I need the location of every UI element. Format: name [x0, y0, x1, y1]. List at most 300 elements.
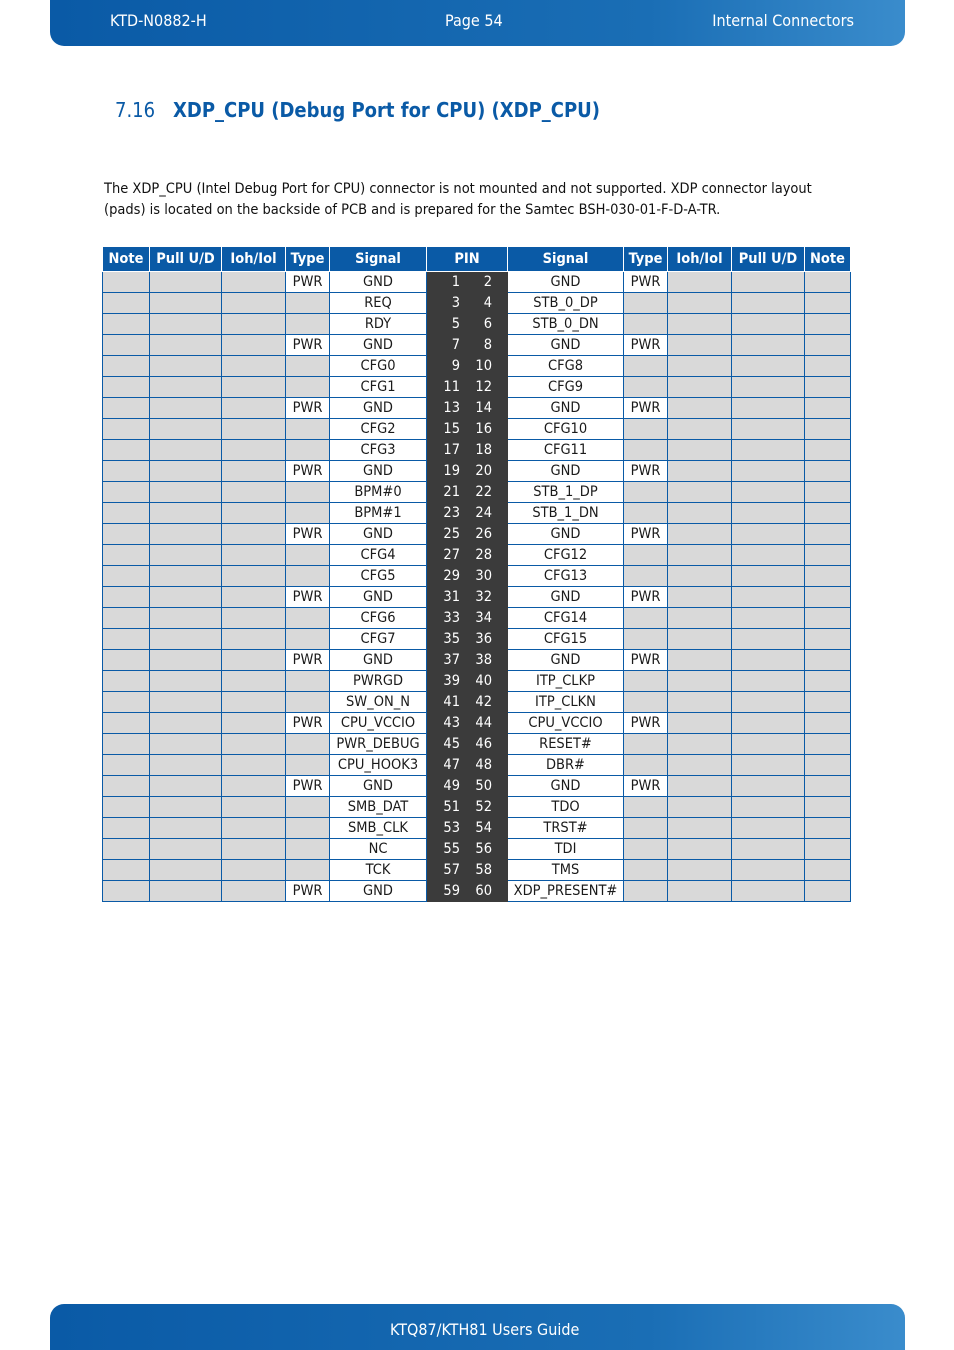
pull-right-cell	[732, 461, 805, 482]
pin-pair	[427, 442, 507, 458]
pin-pair	[427, 526, 507, 542]
pin-cell	[427, 839, 508, 860]
signal-right-cell: GND	[508, 335, 624, 356]
note-right-cell	[805, 482, 851, 503]
ioh-right-cell	[668, 671, 732, 692]
ioh-left-cell	[222, 587, 286, 608]
pull-right-cell	[732, 671, 805, 692]
pin-cell	[427, 566, 508, 587]
type-right-cell	[624, 608, 668, 629]
pin-number-right: 44	[475, 715, 492, 731]
pin-number-left: 55	[443, 841, 460, 857]
table-row	[103, 860, 851, 881]
ioh-right-cell	[668, 503, 732, 524]
signal-right-cell: CFG14	[508, 608, 624, 629]
type-right-cell	[624, 881, 668, 902]
pin-cell	[427, 524, 508, 545]
pull-left-cell	[150, 671, 222, 692]
ioh-right-cell	[668, 608, 732, 629]
pull-left-cell	[150, 566, 222, 587]
col-header-note-right: Note	[805, 247, 851, 272]
pin-pair	[427, 631, 507, 647]
type-right-cell	[624, 734, 668, 755]
col-header-ioh-left: Ioh/Iol	[222, 247, 286, 272]
pin-number-left: 25	[443, 526, 460, 542]
signal-left-cell: GND	[330, 398, 427, 419]
type-left-cell	[286, 377, 330, 398]
pin-cell	[427, 335, 508, 356]
section-heading	[115, 98, 600, 122]
type-right-cell	[624, 482, 668, 503]
pull-right-cell	[732, 335, 805, 356]
pull-left-cell	[150, 419, 222, 440]
type-right-cell	[624, 440, 668, 461]
pin-number-left: 45	[443, 736, 460, 752]
ioh-left-cell	[222, 293, 286, 314]
table-row	[103, 440, 851, 461]
signal-left-cell: CPU_VCCIO	[330, 713, 427, 734]
signal-left-cell: NC	[330, 839, 427, 860]
pin-cell	[427, 419, 508, 440]
table-row	[103, 671, 851, 692]
ioh-right-cell	[668, 293, 732, 314]
ioh-right-cell	[668, 419, 732, 440]
pin-number-left: 1	[451, 274, 460, 290]
type-left-cell: PWR	[286, 524, 330, 545]
note-left-cell	[103, 272, 150, 293]
pull-right-cell	[732, 272, 805, 293]
pin-number-left: 21	[443, 484, 460, 500]
signal-right-cell: GND	[508, 524, 624, 545]
ioh-right-cell	[668, 734, 732, 755]
pin-cell	[427, 650, 508, 671]
note-left-cell	[103, 713, 150, 734]
pull-left-cell	[150, 524, 222, 545]
pin-pair	[427, 862, 507, 878]
signal-left-cell: CFG0	[330, 356, 427, 377]
table-row	[103, 587, 851, 608]
signal-left-cell: GND	[330, 650, 427, 671]
pin-number-right: 38	[475, 652, 492, 668]
pin-number-left: 3	[451, 295, 460, 311]
type-right-cell: PWR	[624, 461, 668, 482]
type-right-cell: PWR	[624, 713, 668, 734]
pin-pair	[427, 547, 507, 563]
note-left-cell	[103, 314, 150, 335]
pull-left-cell	[150, 818, 222, 839]
table-row	[103, 461, 851, 482]
pin-number-right: 8	[483, 337, 492, 353]
pin-cell	[427, 398, 508, 419]
ioh-left-cell	[222, 818, 286, 839]
pull-right-cell	[732, 776, 805, 797]
col-header-type-left: Type	[286, 247, 330, 272]
signal-left-cell: GND	[330, 524, 427, 545]
pin-pair	[427, 820, 507, 836]
pin-number-left: 31	[443, 589, 460, 605]
signal-left-cell: CFG5	[330, 566, 427, 587]
type-left-cell: PWR	[286, 335, 330, 356]
pin-pair	[427, 484, 507, 500]
pin-cell	[427, 314, 508, 335]
ioh-right-cell	[668, 650, 732, 671]
pin-pair	[427, 295, 507, 311]
pin-number-left: 15	[443, 421, 460, 437]
pin-number-left: 39	[443, 673, 460, 689]
note-right-cell	[805, 692, 851, 713]
pull-left-cell	[150, 713, 222, 734]
pin-cell	[427, 881, 508, 902]
table-row	[103, 839, 851, 860]
table-row	[103, 335, 851, 356]
signal-right-cell: XDP_PRESENT#	[508, 881, 624, 902]
type-left-cell: PWR	[286, 272, 330, 293]
pin-number-right: 12	[475, 379, 492, 395]
ioh-right-cell	[668, 524, 732, 545]
ioh-left-cell	[222, 755, 286, 776]
pin-number-right: 56	[475, 841, 492, 857]
type-left-cell	[286, 860, 330, 881]
ioh-left-cell	[222, 692, 286, 713]
pin-number-right: 40	[475, 673, 492, 689]
pin-number-left: 43	[443, 715, 460, 731]
pin-number-right: 50	[475, 778, 492, 794]
pin-pair	[427, 694, 507, 710]
type-left-cell: PWR	[286, 587, 330, 608]
note-left-cell	[103, 482, 150, 503]
table-row	[103, 881, 851, 902]
col-header-ioh-right: Ioh/Iol	[668, 247, 732, 272]
pull-right-cell	[732, 881, 805, 902]
type-left-cell	[286, 629, 330, 650]
note-left-cell	[103, 692, 150, 713]
ioh-left-cell	[222, 650, 286, 671]
pin-number-left: 11	[443, 379, 460, 395]
col-header-type-right: Type	[624, 247, 668, 272]
pull-left-cell	[150, 545, 222, 566]
table-row	[103, 797, 851, 818]
table-row	[103, 608, 851, 629]
ioh-left-cell	[222, 629, 286, 650]
type-left-cell	[286, 356, 330, 377]
pin-number-left: 17	[443, 442, 460, 458]
pull-right-cell	[732, 503, 805, 524]
pin-cell	[427, 482, 508, 503]
signal-right-cell: CFG13	[508, 566, 624, 587]
ioh-right-cell	[668, 356, 732, 377]
type-left-cell	[286, 503, 330, 524]
pin-number-left: 29	[443, 568, 460, 584]
signal-left-cell: GND	[330, 776, 427, 797]
pin-number-right: 24	[475, 505, 492, 521]
signal-right-cell: GND	[508, 272, 624, 293]
pin-cell	[427, 713, 508, 734]
ioh-left-cell	[222, 671, 286, 692]
pin-cell	[427, 734, 508, 755]
signal-right-cell: STB_1_DP	[508, 482, 624, 503]
pull-right-cell	[732, 713, 805, 734]
note-right-cell	[805, 377, 851, 398]
type-right-cell	[624, 356, 668, 377]
pull-right-cell	[732, 545, 805, 566]
ioh-left-cell	[222, 524, 286, 545]
col-header-signal-left: Signal	[330, 247, 427, 272]
ioh-left-cell	[222, 314, 286, 335]
pull-right-cell	[732, 524, 805, 545]
signal-left-cell: GND	[330, 461, 427, 482]
pull-right-cell	[732, 587, 805, 608]
note-left-cell	[103, 734, 150, 755]
pull-right-cell	[732, 398, 805, 419]
pull-left-cell	[150, 755, 222, 776]
signal-left-cell: SW_ON_N	[330, 692, 427, 713]
col-header-pin: PIN	[427, 247, 508, 272]
pin-pair	[427, 778, 507, 794]
pin-number-left: 49	[443, 778, 460, 794]
pin-cell	[427, 671, 508, 692]
pin-cell	[427, 440, 508, 461]
pinout-table	[102, 246, 851, 902]
type-right-cell	[624, 419, 668, 440]
footer-title: KTQ87/KTH81 Users Guide	[390, 1320, 580, 1339]
pin-number-right: 28	[475, 547, 492, 563]
signal-left-cell: PWR_DEBUG	[330, 734, 427, 755]
pin-cell	[427, 797, 508, 818]
pin-number-right: 34	[475, 610, 492, 626]
signal-left-cell: BPM#1	[330, 503, 427, 524]
note-left-cell	[103, 629, 150, 650]
note-right-cell	[805, 818, 851, 839]
ioh-left-cell	[222, 608, 286, 629]
pin-number-left: 41	[443, 694, 460, 710]
pull-right-cell	[732, 650, 805, 671]
signal-left-cell: CPU_HOOK3	[330, 755, 427, 776]
pull-right-cell	[732, 692, 805, 713]
pull-left-cell	[150, 377, 222, 398]
table-row	[103, 377, 851, 398]
pin-cell	[427, 272, 508, 293]
pull-left-cell	[150, 356, 222, 377]
note-left-cell	[103, 860, 150, 881]
note-left-cell	[103, 377, 150, 398]
note-left-cell	[103, 776, 150, 797]
signal-left-cell: GND	[330, 587, 427, 608]
ioh-left-cell	[222, 734, 286, 755]
type-right-cell: PWR	[624, 524, 668, 545]
note-right-cell	[805, 776, 851, 797]
type-left-cell: PWR	[286, 776, 330, 797]
table-body	[103, 272, 851, 902]
col-header-pull-left: Pull U/D	[150, 247, 222, 272]
signal-right-cell: CFG9	[508, 377, 624, 398]
note-left-cell	[103, 419, 150, 440]
pin-pair	[427, 610, 507, 626]
pin-cell	[427, 818, 508, 839]
type-left-cell	[286, 482, 330, 503]
pin-pair	[427, 841, 507, 857]
type-right-cell: PWR	[624, 335, 668, 356]
pin-pair	[427, 337, 507, 353]
signal-left-cell: GND	[330, 335, 427, 356]
note-left-cell	[103, 440, 150, 461]
signal-left-cell: CFG7	[330, 629, 427, 650]
note-left-cell	[103, 461, 150, 482]
ioh-right-cell	[668, 545, 732, 566]
pin-number-right: 54	[475, 820, 492, 836]
type-right-cell	[624, 293, 668, 314]
pin-cell	[427, 755, 508, 776]
pin-pair	[427, 757, 507, 773]
pin-pair	[427, 274, 507, 290]
signal-right-cell: DBR#	[508, 755, 624, 776]
note-left-cell	[103, 608, 150, 629]
ioh-right-cell	[668, 440, 732, 461]
pin-number-right: 42	[475, 694, 492, 710]
signal-left-cell: SMB_DAT	[330, 797, 427, 818]
signal-right-cell: STB_1_DN	[508, 503, 624, 524]
page-number: Page 54	[445, 11, 503, 30]
table-row	[103, 398, 851, 419]
ioh-left-cell	[222, 503, 286, 524]
pin-cell	[427, 545, 508, 566]
pin-number-right: 18	[475, 442, 492, 458]
table-row	[103, 503, 851, 524]
pull-right-cell	[732, 377, 805, 398]
note-right-cell	[805, 860, 851, 881]
table-row	[103, 482, 851, 503]
note-left-cell	[103, 566, 150, 587]
pin-pair	[427, 568, 507, 584]
signal-left-cell: PWRGD	[330, 671, 427, 692]
type-right-cell	[624, 314, 668, 335]
signal-right-cell: CFG10	[508, 419, 624, 440]
signal-right-cell: TMS	[508, 860, 624, 881]
pin-number-right: 46	[475, 736, 492, 752]
pull-right-cell	[732, 797, 805, 818]
type-right-cell: PWR	[624, 587, 668, 608]
ioh-right-cell	[668, 839, 732, 860]
pull-right-cell	[732, 755, 805, 776]
section-title: XDP_CPU (Debug Port for CPU) (XDP_CPU)	[173, 98, 600, 122]
pin-pair	[427, 400, 507, 416]
ioh-right-cell	[668, 860, 732, 881]
signal-left-cell: CFG6	[330, 608, 427, 629]
pin-number-right: 14	[475, 400, 492, 416]
table-row	[103, 293, 851, 314]
note-right-cell	[805, 671, 851, 692]
type-right-cell	[624, 692, 668, 713]
pull-right-cell	[732, 440, 805, 461]
pull-left-cell	[150, 272, 222, 293]
type-right-cell	[624, 566, 668, 587]
ioh-left-cell	[222, 272, 286, 293]
signal-right-cell: STB_0_DP	[508, 293, 624, 314]
pull-left-cell	[150, 797, 222, 818]
note-left-cell	[103, 503, 150, 524]
type-left-cell	[286, 566, 330, 587]
pin-pair	[427, 673, 507, 689]
signal-right-cell: TDO	[508, 797, 624, 818]
pin-cell	[427, 776, 508, 797]
ioh-right-cell	[668, 461, 732, 482]
signal-left-cell: REQ	[330, 293, 427, 314]
ioh-left-cell	[222, 545, 286, 566]
pin-number-right: 6	[483, 316, 492, 332]
pin-pair	[427, 379, 507, 395]
type-right-cell	[624, 839, 668, 860]
table-row	[103, 629, 851, 650]
page-header	[50, 0, 905, 46]
ioh-right-cell	[668, 482, 732, 503]
signal-right-cell: CFG12	[508, 545, 624, 566]
pin-number-left: 9	[451, 358, 460, 374]
type-left-cell: PWR	[286, 650, 330, 671]
pin-number-left: 51	[443, 799, 460, 815]
note-right-cell	[805, 587, 851, 608]
ioh-left-cell	[222, 419, 286, 440]
signal-left-cell: CFG4	[330, 545, 427, 566]
pull-left-cell	[150, 398, 222, 419]
pin-number-left: 27	[443, 547, 460, 563]
note-left-cell	[103, 524, 150, 545]
note-right-cell	[805, 797, 851, 818]
pin-number-left: 33	[443, 610, 460, 626]
ioh-right-cell	[668, 272, 732, 293]
pin-cell	[427, 608, 508, 629]
ioh-right-cell	[668, 629, 732, 650]
note-right-cell	[805, 398, 851, 419]
pull-left-cell	[150, 482, 222, 503]
pin-number-right: 2	[483, 274, 492, 290]
pin-number-right: 60	[475, 883, 492, 899]
type-left-cell: PWR	[286, 881, 330, 902]
ioh-right-cell	[668, 818, 732, 839]
note-left-cell	[103, 293, 150, 314]
pin-number-right: 20	[475, 463, 492, 479]
intro-paragraph: The XDP_CPU (Intel Debug Port for CPU) connector is not mounted and not supported. XDP connector layout (pads) is located on the backside of PCB and is prepared for the Samtec BSH-030-01-F-D-A-TR.	[104, 180, 812, 218]
ioh-right-cell	[668, 566, 732, 587]
pin-cell	[427, 377, 508, 398]
type-right-cell: PWR	[624, 776, 668, 797]
note-left-cell	[103, 398, 150, 419]
pull-right-cell	[732, 860, 805, 881]
note-right-cell	[805, 545, 851, 566]
table-row	[103, 713, 851, 734]
pull-left-cell	[150, 692, 222, 713]
pull-left-cell	[150, 587, 222, 608]
pin-cell	[427, 860, 508, 881]
table-row	[103, 314, 851, 335]
pull-right-cell	[732, 482, 805, 503]
pin-number-left: 59	[443, 883, 460, 899]
table-row	[103, 545, 851, 566]
note-left-cell	[103, 356, 150, 377]
type-right-cell: PWR	[624, 650, 668, 671]
note-right-cell	[805, 734, 851, 755]
type-left-cell: PWR	[286, 713, 330, 734]
pin-cell	[427, 293, 508, 314]
type-right-cell	[624, 818, 668, 839]
page-footer	[50, 1304, 905, 1350]
ioh-right-cell	[668, 713, 732, 734]
pin-number-left: 57	[443, 862, 460, 878]
type-left-cell	[286, 755, 330, 776]
pin-number-right: 16	[475, 421, 492, 437]
type-right-cell	[624, 377, 668, 398]
pull-left-cell	[150, 314, 222, 335]
signal-left-cell: GND	[330, 272, 427, 293]
ioh-left-cell	[222, 713, 286, 734]
